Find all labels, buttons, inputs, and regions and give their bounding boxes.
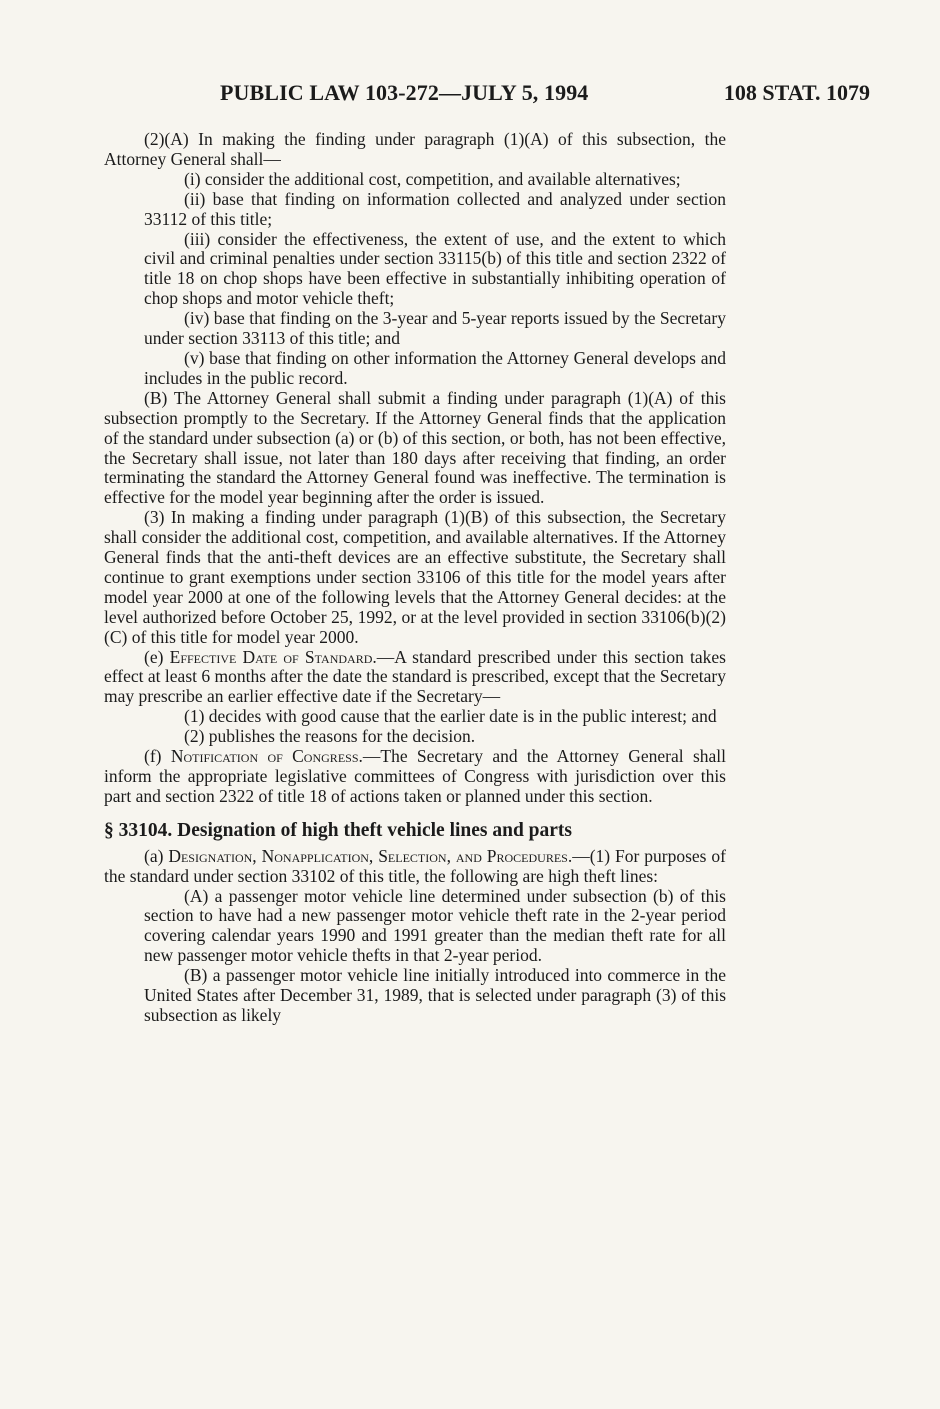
subsection-a-item-b: (B) a passenger motor vehicle line initially introduced into commerce in the United States after December 31, 1989, that is selected under paragraph (3) of this subsection as likely: [144, 965, 726, 1025]
clause-iv: (iv) base that finding on the 3-year and 5-year reports issued by the Secretary under section 33113 of this title; and: [144, 308, 726, 349]
clause-i: (i) consider the additional cost, competition, and available alternatives;: [184, 168, 681, 189]
clause-iii: (iii) consider the effectiveness, the extent of use, and the extent to which civil and criminal penalties under section 33115(b) of this title and section 2322 of title 18 on chop shops have been effective in substantially inhibiting operation of chop shops and motor vehicle theft;: [144, 228, 726, 309]
subsection-a-item-a: (A) a passenger motor vehicle line determined under subsection (b) of this section to have had a new passenger motor vehicle theft rate in the 2-year period covering calendar years 1990 and 1991 greater than the median theft rate for all new passenger motor vehicle thefts in that 2-year period.: [144, 885, 726, 966]
subsection-e-item-2: (2) publishes the reasons for the decision.: [184, 726, 476, 747]
subsection-a-lead: (a): [144, 845, 169, 866]
subsection-f: [104, 747, 726, 807]
section-heading: § 33104. Designation of high theft vehicle lines and parts: [104, 819, 573, 841]
subsection-a-caption: Designation, Nonapplication, Selection, and Procedures.: [168, 845, 573, 866]
document-body: [104, 130, 726, 1026]
subsection-e-item-1: (1) decides with good cause that the earlier date is in the public interest; and: [184, 706, 717, 727]
subsection-f-text: —The Secretary and the Attorney General shall inform the appropriate legislative committees of Congress with jurisdiction over this part and section 2322 of title 18 of actions taken or planned under this section.: [104, 746, 726, 806]
subsection-e: [104, 648, 726, 708]
subsection-e-text: —A standard prescribed under this section takes effect at least 6 months after the date the standard is prescribed, except that the Secretary may prescribe an earlier effective date if the Secretary—: [104, 646, 726, 707]
subsection-f-caption: Notification of Congress.: [170, 746, 363, 767]
subsection-a-text: —(1) For purposes of the standard under section 33102 of this title, the following are high theft lines:: [104, 845, 726, 886]
page-header: [100, 80, 870, 110]
subsection-f-lead: (f): [144, 746, 171, 767]
subsection-e-caption: Effective Date of Standard.: [169, 646, 377, 667]
clause-ii: (ii) base that finding on information collected and analyzed under section 33112 of this title;: [144, 188, 726, 229]
paragraph-3: (3) In making a finding under paragraph (1)(B) of this subsection, the Secretary shall consider the additional cost, competition, and available alternatives. If the Attorney General finds that the anti-theft devices are an effective substitute, the Secretary shall continue to grant exemptions under section 33106 of this title for the model years after model year 2000 at one of the following levels that the Attorney General decides: at the level authorized before October 25, 1992, or at the level provided in section 33106(b)(2)(C) of this title for model year 2000.: [104, 507, 726, 647]
subsection-e-lead: (e): [144, 646, 170, 667]
paragraph-2b: (B) The Attorney General shall submit a finding under paragraph (1)(A) of this subsection promptly to the Secretary. If the Attorney General finds that the application of the standard under subsection (a) or (b) of this section, or both, has not been effective, the Secretary shall issue, not later than 180 days after receiving that finding, an order terminating the standard the Attorney General found was ineffective. The termination is effective for the model year beginning after the order is issued.: [104, 387, 726, 508]
clause-v: (v) base that finding on other information the Attorney General develops and includes in the public record.: [144, 347, 726, 388]
running-head-title: PUBLIC LAW 103-272—JULY 5, 1994: [220, 80, 589, 105]
paragraph-2a: (2)(A) In making the finding under paragraph (1)(A) of this subsection, the Attorney General shall—: [104, 129, 726, 169]
subsection-a: [104, 847, 726, 887]
statute-page-number: 108 STAT. 1079: [723, 80, 870, 105]
